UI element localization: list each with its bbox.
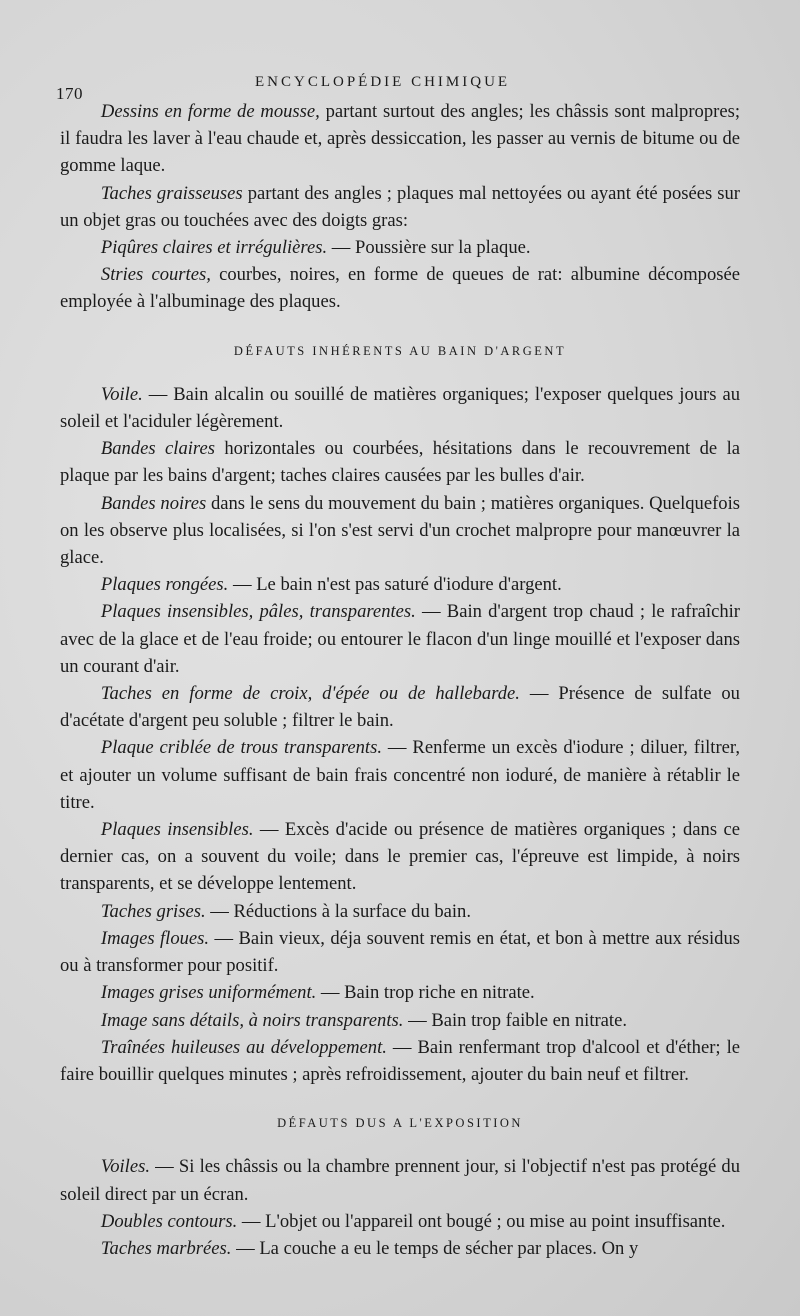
defect-description: — Bain renfermant trop d'alcool et d'éther; le faire bouillir quelques minutes ; après refroidissement, ajouter du bain neuf et filtrer. [60, 1036, 740, 1085]
section-exposition [60, 1153, 740, 1262]
intro-paragraph [60, 180, 740, 234]
defect-description: — Bain trop riche en nitrate. [316, 982, 535, 1004]
defect-paragraph [60, 1153, 740, 1207]
defect-term: Plaques insensibles, pâles, transparentes. [100, 601, 416, 623]
defect-description: — Si les châssis ou la chambre prennent jour, si l'objectif n'est pas protégé du soleil direct par un écran. [60, 1156, 740, 1205]
defect-term: Dessins en forme de mousse, [100, 101, 320, 122]
defect-paragraph [60, 1034, 740, 1088]
defect-term: Plaques rongées. [100, 574, 229, 596]
defect-description: — Le bain n'est pas saturé d'iodure d'argent. [228, 574, 562, 596]
defect-paragraph [60, 571, 740, 598]
defect-term: Traînées huileuses au développement. [100, 1036, 387, 1058]
defect-paragraph [60, 1208, 740, 1235]
defect-paragraph [60, 898, 740, 925]
defect-description: horizontales ou courbées, hésitations dans le recouvrement de la plaque par les bains d'argent; taches claires causées par les bulles d'air. [60, 438, 740, 487]
defect-description: courbes, noires, en forme de queues de rat: albumine décomposée employée à l'albuminage des plaques. [60, 264, 741, 313]
defect-term: Bandes claires [100, 438, 215, 460]
defect-paragraph [60, 490, 740, 572]
defect-paragraph [60, 925, 740, 979]
section-heading-bain-argent: DÉFAUTS INHÉRENTS AU BAIN D'ARGENT [233, 343, 567, 358]
defect-paragraph [60, 680, 740, 734]
defect-description: — La couche a eu le temps de sécher par places. On y [231, 1237, 639, 1259]
defect-term: Stries courtes, [100, 264, 211, 286]
defect-description: — Bain alcalin ou souillé de matières organiques; l'exposer quelques jours au soleil et l'aciduler légèrement. [60, 383, 740, 433]
defect-paragraph [60, 979, 740, 1006]
defect-paragraph [60, 1007, 740, 1034]
running-title: ENCYCLOPÉDIE CHIMIQUE [255, 74, 511, 90]
defect-term: Doubles contours. [100, 1210, 238, 1232]
defect-term: Taches grises. [100, 900, 206, 922]
defect-description: — Présence de sulfate ou d'acétate d'argent peu soluble ; filtrer le bain. [60, 683, 740, 732]
defect-paragraph [60, 734, 740, 816]
defect-term: Images grises uniformément. [100, 982, 317, 1004]
defect-description: — Bain trop faible en nitrate. [403, 1009, 627, 1031]
defect-term: Plaque criblée de trous transparents. [100, 737, 382, 759]
defect-term: Images floues. [100, 927, 210, 949]
defect-paragraph [60, 381, 740, 435]
intro-paragraph [60, 261, 740, 315]
defect-paragraph [60, 1235, 740, 1262]
defect-term: Voile. [100, 383, 143, 405]
defect-paragraph [60, 435, 740, 489]
defect-description: — Excès d'acide ou présence de matières organiques ; dans ce dernier cas, on a souvent du voile; dans le premier cas, l'épreuve est limpide, à noirs transparents, et se développe lentement. [60, 819, 740, 895]
defect-description: — L'objet ou l'appareil ont bougé ; ou mise au point insuffisante. [237, 1210, 726, 1232]
page-number: 170 [56, 84, 83, 103]
defect-description: — Renferme un excès d'iodure ; diluer, filtrer, et ajouter un volume suffisant de bain frais concentré non ioduré, de manière à rétablir le titre. [60, 737, 740, 813]
defect-description: — Bain vieux, déja souvent remis en état, et bon à mettre aux résidus ou à transformer pour positif. [60, 927, 740, 977]
defect-description: partant des angles ; plaques mal nettoyées ou ayant été posées sur un objet gras ou touchées avec des doigts gras: [60, 182, 740, 231]
defect-paragraph [60, 598, 740, 680]
page-body [60, 98, 740, 1262]
defect-description: — Poussière sur la plaque. [327, 237, 531, 259]
defect-description: partant surtout des angles; les châssis sont malpropres; il faudra les laver à l'eau chaude et, après dessiccation, les passer au vernis de bitume ou de gomme laque. [60, 101, 740, 177]
defect-term: Plaques insensibles. [100, 819, 254, 841]
defect-description: dans le sens du mouvement du bain ; matières organiques. Quelquefois on les observe plus localisées, si l'on s'est servi d'un crochet malpropre pour manœuvrer la glace. [60, 492, 740, 569]
defect-term: Bandes noires [100, 492, 207, 514]
defect-term: Taches graisseuses [100, 182, 243, 204]
defect-paragraph [60, 816, 740, 898]
defect-term: Taches en forme de croix, d'épée ou de hallebarde. [100, 683, 520, 705]
section-heading-exposition: DÉFAUTS DUS A L'EXPOSITION [277, 1116, 523, 1131]
defect-description: — Bain d'argent trop chaud ; le rafraîchir avec de la glace et de l'eau froide; ou entourer le flacon d'un linge mouillé et l'exposer dans un courant d'air. [60, 601, 740, 677]
defect-term: Voiles. [100, 1156, 150, 1178]
intro-paragraphs [60, 98, 740, 316]
intro-paragraph [60, 98, 740, 180]
defect-description: — Réductions à la surface du bain. [205, 900, 472, 922]
intro-paragraph [60, 234, 740, 261]
defect-term: Image sans détails, à noirs transparents. [100, 1009, 404, 1031]
section-bain-argent [60, 381, 740, 1088]
defect-term: Piqûres claires et irrégulières. [100, 237, 328, 259]
defect-term: Taches marbrées. [100, 1237, 232, 1259]
